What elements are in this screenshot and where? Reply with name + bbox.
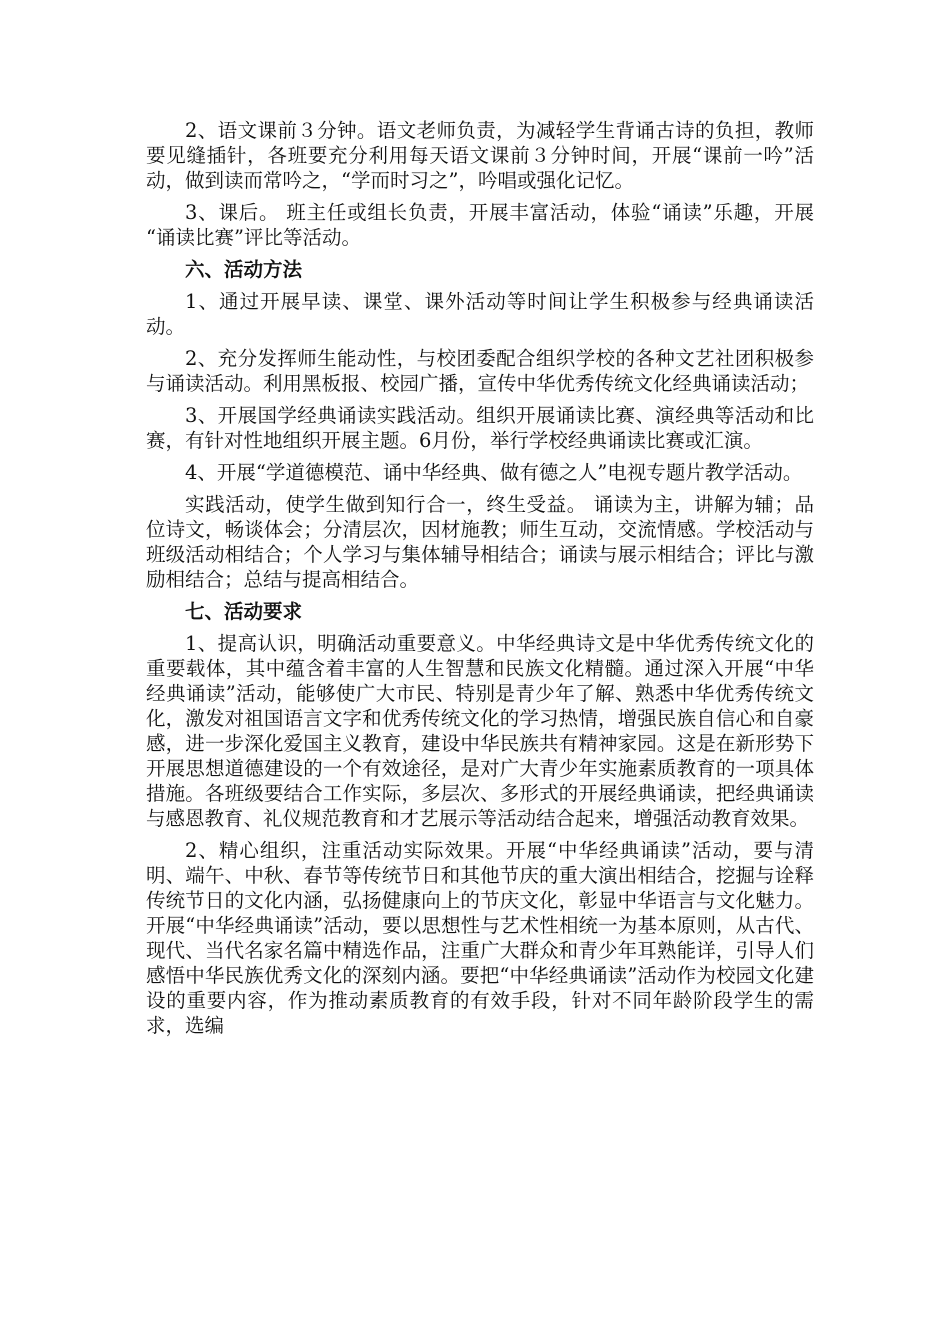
paragraph-method-2: 2、充分发挥师生能动性，与校团委配合组织学校的各种文艺社团积极参与诵读活动。利用黑板报、校园广播，宣传中华优秀传统文化经典诵读活动； — [146, 347, 814, 395]
paragraph-pre-class: 2、语文课前３分钟。语文老师负责，为减轻学生背诵古诗的负担，教师要见缝插针，各班要充分利用每天语文课前３分钟时间，开展“课前一吟”活动，做到读而常吟之，“学而时习之”，吟唱或强化记忆。 — [146, 119, 814, 192]
paragraph-practice: 实践活动，使学生做到知行合一，终生受益。 诵读为主，讲解为辅；品位诗文，畅谈体会；分清层次，因材施教；师生互动，交流情感。学校活动与班级活动相结合；个人学习与集体辅导相结合；诵读与展示相结合；评比与激励相结合；总结与提高相结合。 — [146, 493, 814, 591]
section-heading-methods: 六、活动方法 — [185, 258, 303, 281]
paragraph-method-4: 4、开展“学道德模范、诵中华经典、做有德之人”电视专题片教学活动。 — [185, 461, 803, 484]
paragraph-method-3: 3、开展国学经典诵读实践活动。组织开展诵读比赛、演经典等活动和比赛，有针对性地组织开展主题。6月份，举行学校经典诵读比赛或汇演。 — [146, 404, 814, 452]
paragraph-method-1: 1、通过开展早读、课堂、课外活动等时间让学生积极参与经典诵读活动。 — [146, 290, 814, 338]
section-heading-requirements: 七、活动要求 — [185, 600, 303, 623]
paragraph-requirement-2: 2、精心组织，注重活动实际效果。开展“中华经典诵读”活动，要与清明、端午、中秋、春节等传统节日和其他节庆的重大演出相结合，挖掘与诠释传统节日的文化内涵，弘扬健康向上的节庆文化，彰显中华语言与文化魅力。开展“中华经典诵读”活动，要以思想性与艺术性相统一为基本原则，从古代、现代、当代名家名篇中精选作品，注重广大群众和青少年耳熟能详，引导人们感悟中华民族优秀文化的深刻内涵。要把“中华经典诵读”活动作为校园文化建设的重要内容，作为推动素质教育的有效手段，针对不同年龄阶段学生的需求，选编 — [146, 839, 814, 1037]
paragraph-requirement-1: 1、提高认识，明确活动重要意义。中华经典诗文是中华优秀传统文化的重要载体，其中蕴含着丰富的人生智慧和民族文化精髓。通过深入开展“中华经典诵读”活动，能够使广大市民、特别是青少年了解、熟悉中华优秀传统文化，激发对祖国语言文字和优秀传统文化的学习热情，增强民族自信心和自豪感，进一步深化爱国主义教育，建设中华民族共有精神家园。这是在新形势下开展思想道德建设的一个有效途径，是对广大青少年实施素质教育的一项具体措施。各班级要结合工作实际，多层次、多形式的开展经典诵读，把经典诵读与感恩教育、礼仪规范教育和才艺展示等活动结合起来，增强活动教育效果。 — [146, 632, 814, 830]
paragraph-after-class: 3、课后。 班主任或组长负责，开展丰富活动，体验“诵读”乐趣，开展 “诵读比赛”评比等活动。 — [146, 201, 814, 249]
document-page — [146, 118, 814, 1045]
